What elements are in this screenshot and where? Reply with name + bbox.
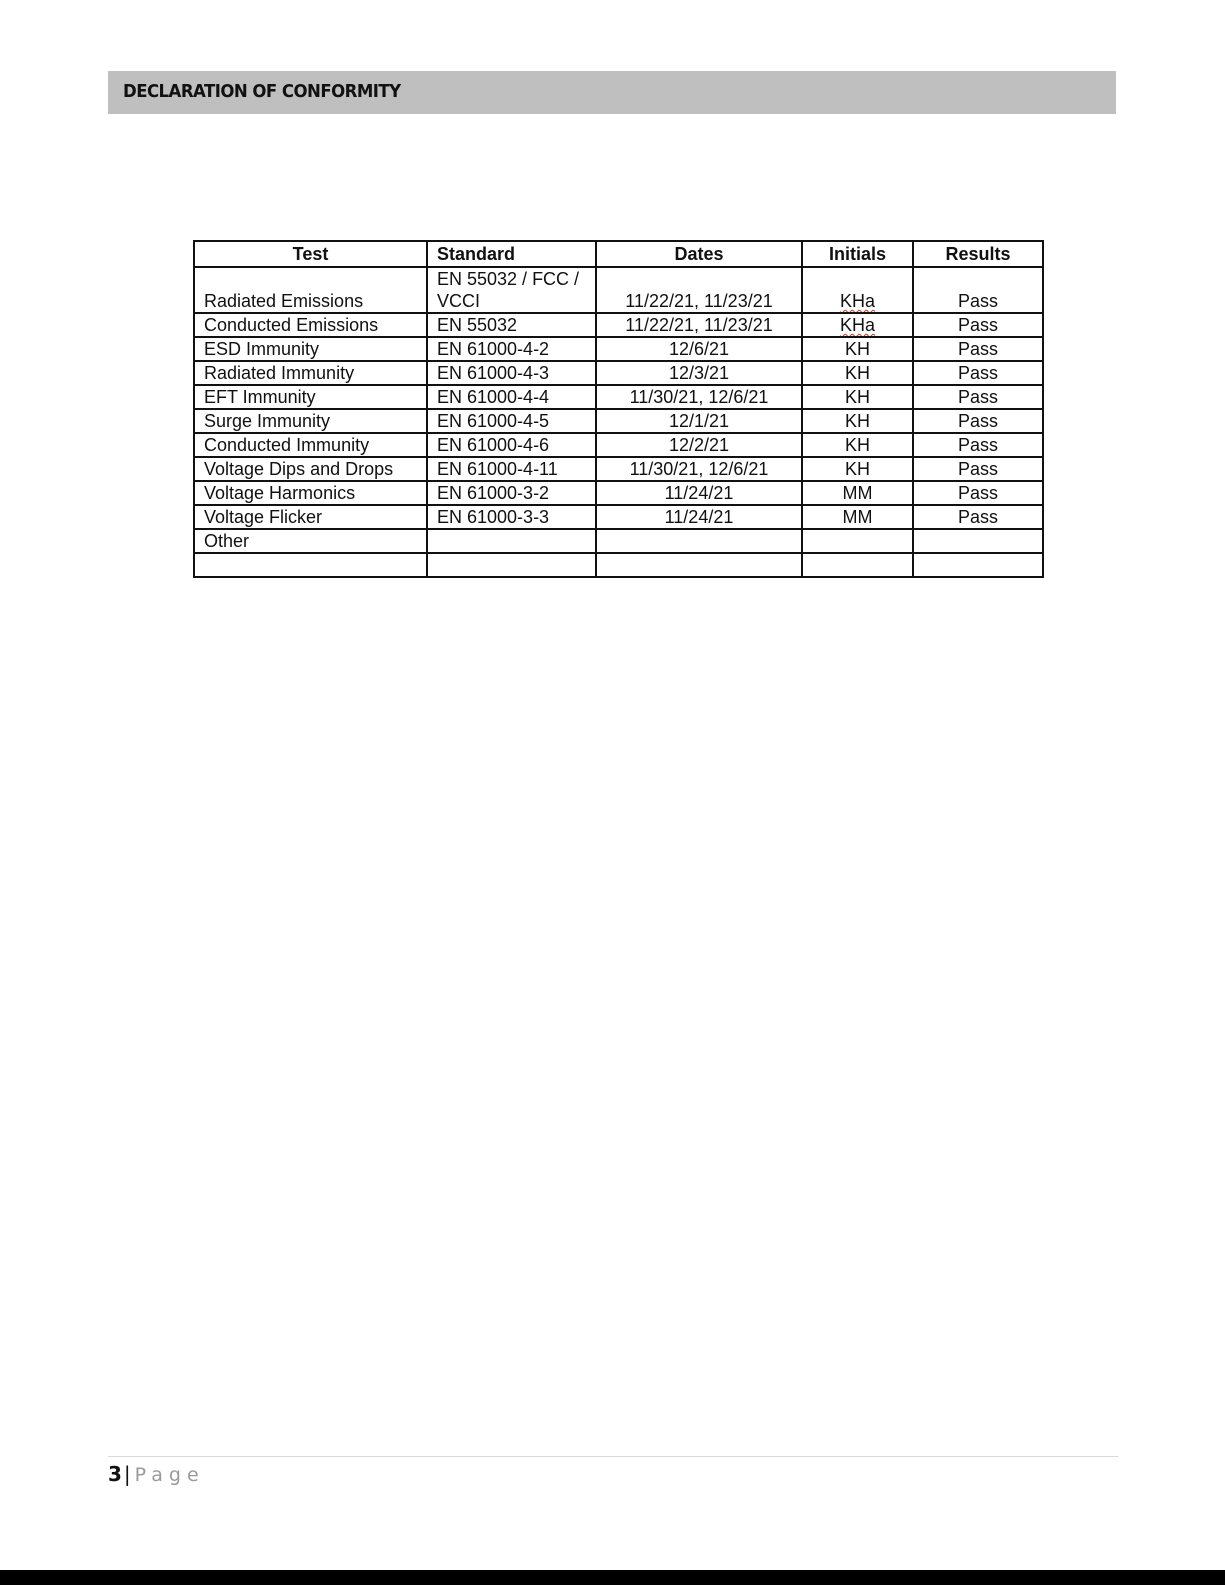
table-row <box>194 433 1043 457</box>
cell-results: Pass <box>913 481 1043 505</box>
cell-test: Voltage Flicker <box>194 505 427 529</box>
cell-initials: MM <box>802 481 913 505</box>
table-header-row <box>194 241 1043 267</box>
cell-test: EFT Immunity <box>194 385 427 409</box>
cell-results: Pass <box>913 337 1043 361</box>
cell-standard <box>427 529 596 553</box>
table-row <box>194 505 1043 529</box>
cell-dates: 12/3/21 <box>596 361 802 385</box>
cell-test: Conducted Emissions <box>194 313 427 337</box>
table-row <box>194 337 1043 361</box>
cell-initials <box>802 267 913 313</box>
cell-standard: EN 61000-4-11 <box>427 457 596 481</box>
cell-standard: EN 61000-3-3 <box>427 505 596 529</box>
cell-initials: KH <box>802 361 913 385</box>
section-title: DECLARATION OF CONFORMITY <box>123 81 401 102</box>
column-header-initials: Initials <box>802 241 913 267</box>
cell-standard: EN 55032 / FCC / VCCI <box>427 267 596 313</box>
cell-results: Pass <box>913 385 1043 409</box>
cell-dates: 11/30/21, 12/6/21 <box>596 457 802 481</box>
table-row <box>194 481 1043 505</box>
cell-standard: EN 61000-4-3 <box>427 361 596 385</box>
column-header-standard: Standard <box>427 241 596 267</box>
cell-results: Pass <box>913 457 1043 481</box>
cell-dates: 11/22/21, 11/23/21 <box>596 313 802 337</box>
cell-initials: MM <box>802 505 913 529</box>
cell-standard: EN 55032 <box>427 313 596 337</box>
cell-dates: 11/22/21, 11/23/21 <box>596 267 802 313</box>
cell-dates: 12/6/21 <box>596 337 802 361</box>
cell-standard: EN 61000-4-5 <box>427 409 596 433</box>
cell-results: Pass <box>913 361 1043 385</box>
column-header-dates: Dates <box>596 241 802 267</box>
footer-divider <box>108 1456 1118 1457</box>
table-row <box>194 553 1043 577</box>
cell-test: Radiated Immunity <box>194 361 427 385</box>
column-header-test: Test <box>194 241 427 267</box>
page-separator: | <box>123 1462 131 1486</box>
page-number: 3 <box>108 1462 122 1486</box>
cell-dates <box>596 553 802 577</box>
cell-results: Pass <box>913 267 1043 313</box>
cell-initials <box>802 313 913 337</box>
cell-results: Pass <box>913 505 1043 529</box>
page-footer <box>108 1462 205 1486</box>
cell-results: Pass <box>913 433 1043 457</box>
cell-test: Conducted Immunity <box>194 433 427 457</box>
table-row <box>194 267 1043 313</box>
cell-results <box>913 553 1043 577</box>
cell-test: Voltage Dips and Drops <box>194 457 427 481</box>
cell-dates: 12/1/21 <box>596 409 802 433</box>
cell-standard: EN 61000-4-4 <box>427 385 596 409</box>
table-row <box>194 457 1043 481</box>
cell-dates: 11/30/21, 12/6/21 <box>596 385 802 409</box>
table-row <box>194 529 1043 553</box>
cell-initials: KH <box>802 409 913 433</box>
cell-standard: EN 61000-4-2 <box>427 337 596 361</box>
cell-dates: 11/24/21 <box>596 505 802 529</box>
cell-initials <box>802 553 913 577</box>
cell-dates: 11/24/21 <box>596 481 802 505</box>
cell-results: Pass <box>913 313 1043 337</box>
table-row <box>194 313 1043 337</box>
test-results-table <box>193 240 1044 578</box>
cell-test: Radiated Emissions <box>194 267 427 313</box>
cell-initials: KH <box>802 457 913 481</box>
cell-test: ESD Immunity <box>194 337 427 361</box>
cell-standard: EN 61000-3-2 <box>427 481 596 505</box>
table-row <box>194 385 1043 409</box>
cell-initials <box>802 529 913 553</box>
cell-initials: KH <box>802 385 913 409</box>
cell-results: Pass <box>913 409 1043 433</box>
scan-edge-band <box>0 1570 1225 1585</box>
initials-text: KHa <box>839 315 875 335</box>
table-row <box>194 409 1043 433</box>
table-row <box>194 361 1043 385</box>
cell-test: Voltage Harmonics <box>194 481 427 505</box>
column-header-results: Results <box>913 241 1043 267</box>
cell-dates <box>596 529 802 553</box>
page-label: Page <box>134 1464 205 1486</box>
cell-test <box>194 553 427 577</box>
section-header-bar <box>108 71 1116 114</box>
initials-text: KHa <box>839 291 875 311</box>
cell-initials: KH <box>802 337 913 361</box>
cell-standard <box>427 553 596 577</box>
cell-test: Other <box>194 529 427 553</box>
cell-test: Surge Immunity <box>194 409 427 433</box>
cell-initials: KH <box>802 433 913 457</box>
cell-dates: 12/2/21 <box>596 433 802 457</box>
cell-results <box>913 529 1043 553</box>
cell-standard: EN 61000-4-6 <box>427 433 596 457</box>
